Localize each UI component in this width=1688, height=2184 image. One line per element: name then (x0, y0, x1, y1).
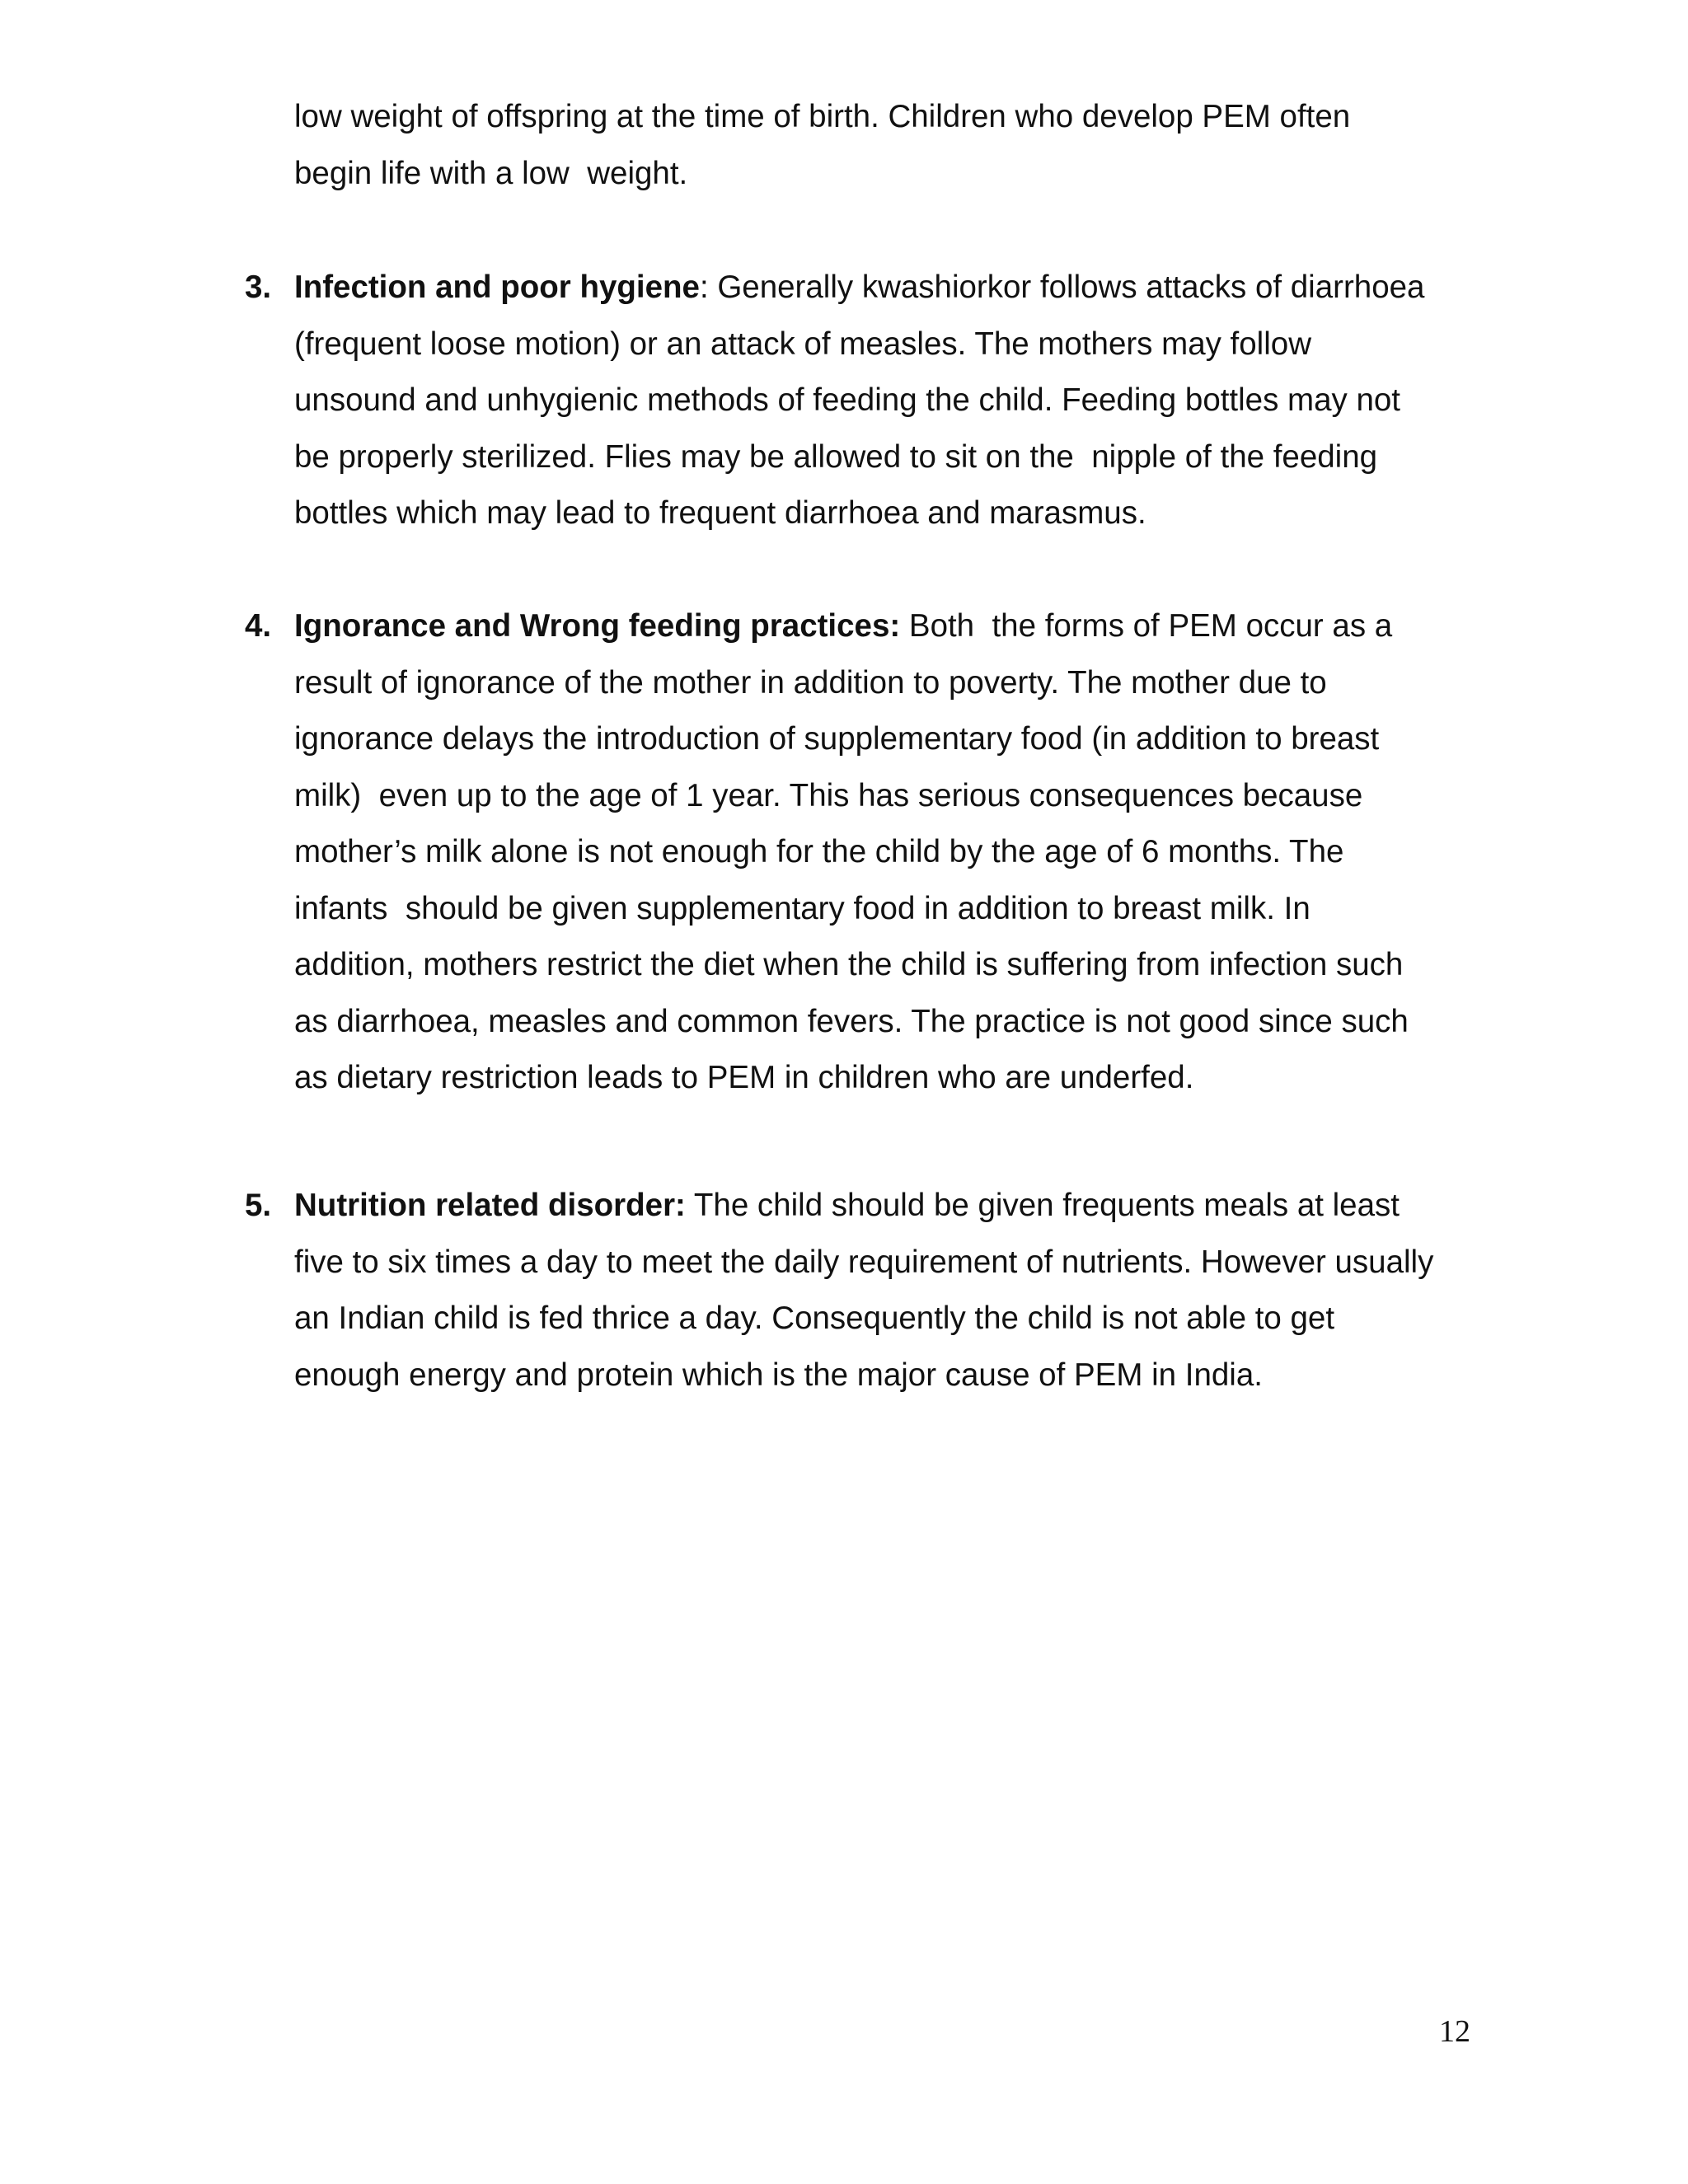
item-heading: Infection and poor hygiene (294, 269, 700, 305)
paragraph-line: bottles which may lead to frequent diarrhoea and marasmus. (294, 495, 1146, 531)
paragraph-line: (frequent loose motion) or an attack of measles. The mothers may follow (294, 326, 1311, 362)
item-heading: Ignorance and Wrong feeding practices: (294, 608, 901, 644)
item-text: : Generally kwashiorkor follows attacks of diarrhoea (699, 269, 1425, 305)
paragraph-line: ignorance delays the introduction of supplementary food (in addition to breast (294, 721, 1380, 757)
paragraph-line: be properly sterilized. Flies may be allowed to sit on the nipple of the feeding (294, 438, 1378, 475)
item-heading: Nutrition related disorder: (294, 1188, 686, 1223)
paragraph-line: mother’s milk alone is not enough for the child by the age of 6 months. The (294, 834, 1344, 869)
paragraph-line: an Indian child is fed thrice a day. Consequently the child is not able to get (294, 1301, 1335, 1336)
list-item-number: 4. (245, 608, 272, 644)
paragraph-line: five to six times a day to meet the daily requirement of nutrients. However usually (294, 1244, 1434, 1280)
paragraph-line: as diarrhoea, measles and common fevers. The practice is not good since such (294, 1003, 1409, 1039)
page-number: 12 (1439, 2014, 1470, 2049)
paragraph-line (294, 1178, 1489, 1235)
paragraph-line: unsound and unhygienic methods of feeding the child. Feeding bottles may not (294, 382, 1400, 418)
list-item-infection-hygiene (294, 260, 1489, 542)
list-item-number: 3. (245, 269, 272, 305)
paragraph-line (294, 260, 1489, 316)
paragraph-line: low weight of offspring at the time of birth. Children who develop PEM often (294, 99, 1351, 134)
paragraph-line: begin life with a low weight. (294, 155, 688, 191)
paragraph-line: as dietary restriction leads to PEM in children who are underfed. (294, 1060, 1194, 1095)
continuation-paragraph (294, 89, 1489, 202)
item-text: The child should be given frequents meals at least (685, 1188, 1400, 1223)
paragraph-line: enough energy and protein which is the major cause of PEM in India. (294, 1357, 1263, 1393)
paragraph-line: addition, mothers restrict the diet when the child is suffering from infection such (294, 947, 1404, 982)
paragraph-line: result of ignorance of the mother in addition to poverty. The mother due to (294, 664, 1327, 701)
list-item-nutrition-disorder (294, 1178, 1489, 1404)
list-item-number: 5. (245, 1188, 272, 1223)
paragraph-line (294, 598, 1489, 655)
paragraph-line: infants should be given supplementary food in addition to breast milk. In (294, 890, 1311, 926)
item-text: Both the forms of PEM occur as a (900, 608, 1393, 644)
list-item-ignorance-feeding (294, 598, 1489, 1107)
paragraph-line: milk) even up to the age of 1 year. This has serious consequences because (294, 777, 1363, 813)
